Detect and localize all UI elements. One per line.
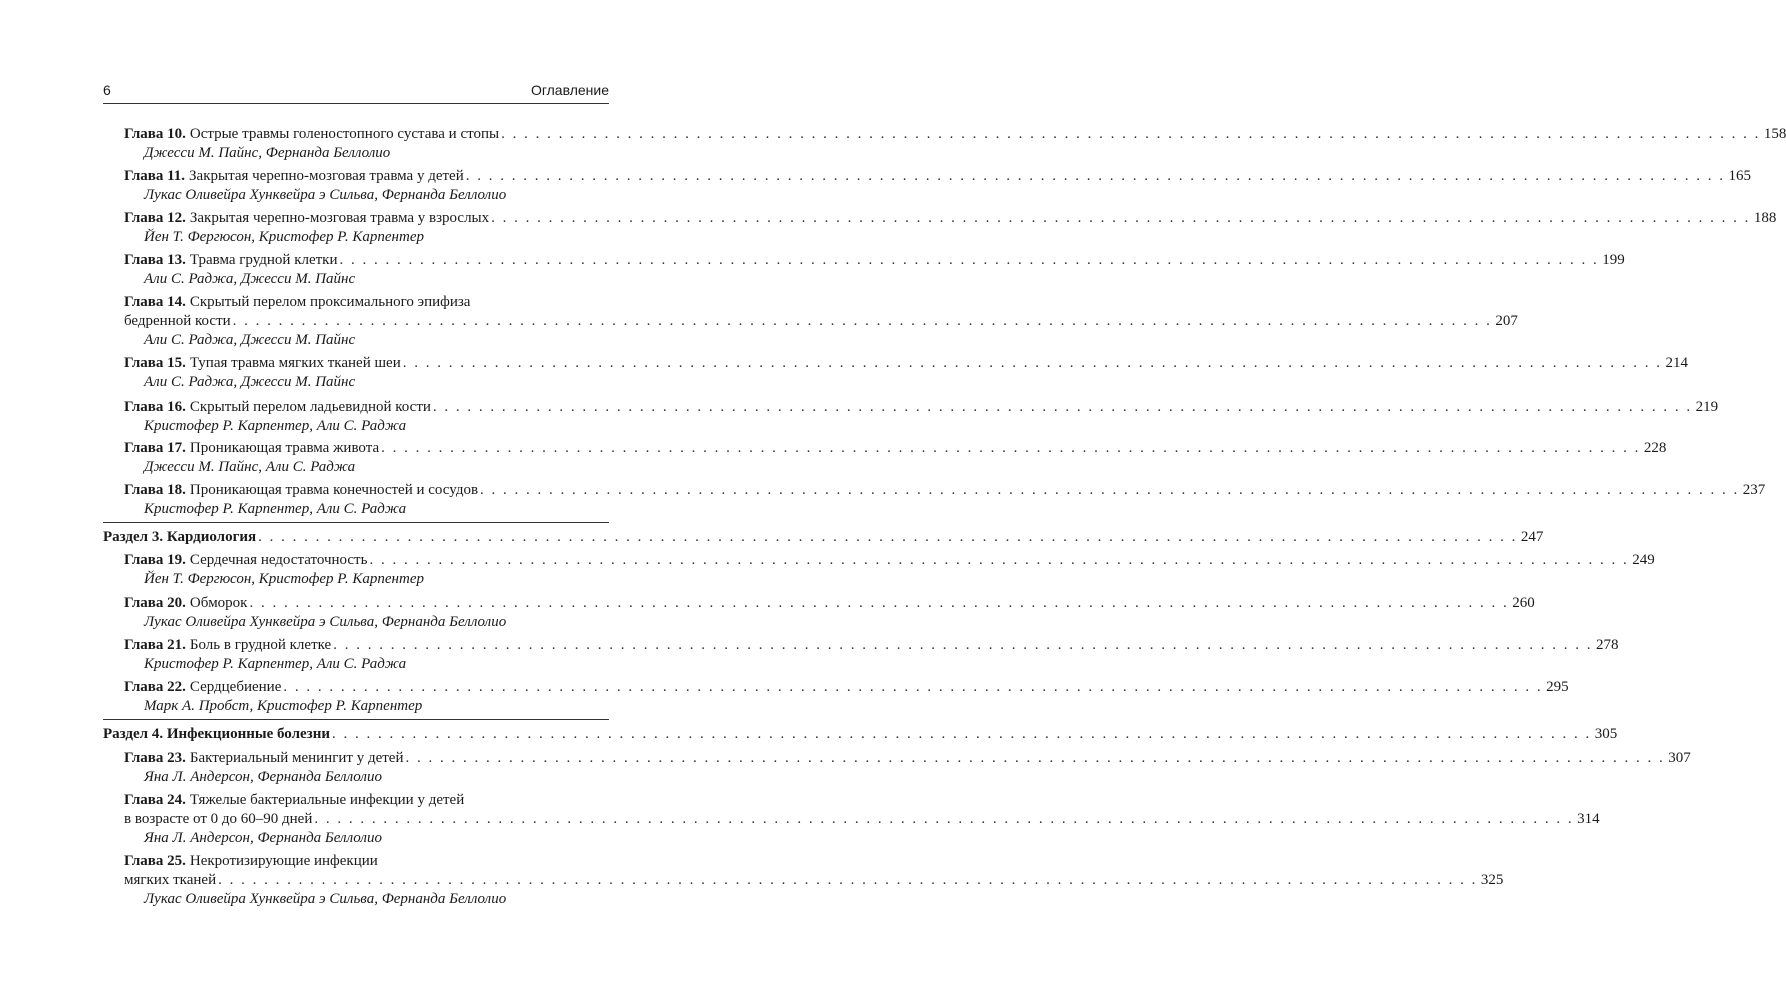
chapter-title-continued: бедренной кости xyxy=(124,313,231,329)
page-ref: 314 xyxy=(1577,811,1600,827)
page-ref: 207 xyxy=(1495,313,1518,329)
dot-leader: . . . . . . . . . . . . . . . . . . . . . . . . . . . . . . . . . . . . . . . . . . . . . . . . . . . . . . . . . . . . . . . . . . . . . . . . . . . . . . . . . . . . . . . . . . . . . . . . . . . . . . . . . . . . . . xyxy=(432,399,1693,415)
chapter-title: Сердечная недостаточность xyxy=(189,552,368,568)
dot-leader: . . . . . . . . . . . . . . . . . . . . . . . . . . . . . . . . . . . . . . . . . . . . . . . . . . . . . . . . . . . . . . . . . . . . . . . . . . . . . . . . . . . . . . . . . . . . . . . . . . . . . . . . . . . . . . xyxy=(405,750,1665,766)
chapter-title: Скрытый перелом ладьевидной кости xyxy=(189,399,431,415)
section-divider xyxy=(103,719,609,720)
chapter-title: Тяжелые бактериальные инфекции у детей xyxy=(189,792,465,808)
page-ref: 219 xyxy=(1695,399,1719,415)
page-ref: 199 xyxy=(1602,252,1625,268)
page-ref: 260 xyxy=(1512,595,1535,611)
dot-leader: . . . . . . . . . . . . . . . . . . . . . . . . . . . . . . . . . . . . . . . . . . . . . . . . . . . . . . . . . . . . . . . . . . . . . . . . . . . . . . . . . . . . . . . . . . . . . . . . . . . . . . . . . . . . . . xyxy=(381,440,1641,456)
section-divider xyxy=(103,522,609,523)
chapter-title: Бактериальный менингит у детей xyxy=(189,750,404,766)
page-number: 6 xyxy=(103,82,111,98)
running-title: Оглавление xyxy=(530,82,609,98)
toc-entry-chapter-14[interactable] xyxy=(124,293,1518,350)
chapter-title: Закрытая черепно-мозговая травма у детей xyxy=(189,168,464,184)
toc-entry-chapter-12[interactable] xyxy=(124,209,1777,247)
toc-entry-chapter-24[interactable] xyxy=(124,791,1600,848)
page-ref: 228 xyxy=(1643,440,1667,456)
chapter-title: Обморок xyxy=(189,595,248,611)
page-ref: 158 xyxy=(1763,126,1786,142)
dot-leader: . . . . . . . . . . . . . . . . . . . . . . . . . . . . . . . . . . . . . . . . . . . . . . . . . . . . . . . . . . . . . . . . . . . . . . . . . . . . . . . . . . . . . . . . . . . . . . . . . . . . . . . . . . . . . . xyxy=(332,726,1592,742)
chapter-authors: Яна Л. Андерсон, Фернанда Беллолио xyxy=(144,830,382,846)
chapter-title: Травма грудной клетки xyxy=(189,252,338,268)
chapter-authors: Йен Т. Фергюсон, Кристофер Р. Карпентер xyxy=(144,229,424,245)
toc-entry-chapter-10[interactable] xyxy=(124,125,1786,163)
dot-leader: . . . . . . . . . . . . . . . . . . . . . . . . . . . . . . . . . . . . . . . . . . . . . . . . . . . . . . . . . . . . . . . . . . . . . . . . . . . . . . . . . . . . . . . . . . . . . . . . . . . . . . . . . . . . . . xyxy=(333,637,1593,653)
chapter-label: Глава 20. xyxy=(124,595,186,611)
page-ref: 165 xyxy=(1728,168,1751,184)
section-label: Раздел 3. Кардиология xyxy=(103,529,257,545)
chapter-authors: Али С. Раджа, Джесси М. Пайнс xyxy=(144,374,356,390)
toc-entry-chapter-23[interactable] xyxy=(124,749,1691,787)
chapter-label: Глава 15. xyxy=(124,355,186,371)
page-ref: 295 xyxy=(1546,679,1569,695)
chapter-title: Острые травмы голеностопного сустава и стопы xyxy=(189,126,500,142)
chapter-label: Глава 14. xyxy=(124,294,186,310)
toc-entry-chapter-17[interactable] xyxy=(124,439,1667,477)
chapter-label: Глава 11. xyxy=(124,168,186,184)
toc-entry-chapter-13[interactable] xyxy=(124,251,1625,289)
toc-entry-chapter-25[interactable] xyxy=(124,852,1504,909)
page-ref: 247 xyxy=(1520,529,1544,545)
chapter-authors: Марк А. Пробст, Кристофер Р. Карпентер xyxy=(144,698,423,714)
header-rule xyxy=(103,103,609,104)
chapter-authors: Али С. Раджа, Джесси М. Пайнс xyxy=(144,271,356,287)
toc-entry-chapter-22[interactable] xyxy=(124,678,1569,716)
dot-leader: . . . . . . . . . . . . . . . . . . . . . . . . . . . . . . . . . . . . . . . . . . . . . . . . . . . . . . . . . . . . . . . . . . . . . . . . . . . . . . . . . . . . . . . . . . . . . . . . . . . . . . . . . . . . . . xyxy=(218,872,1478,888)
toc-entry-chapter-11[interactable] xyxy=(124,167,1751,205)
chapter-label: Глава 16. xyxy=(124,399,186,415)
chapter-title-continued: мягких тканей xyxy=(124,872,217,888)
dot-leader: . . . . . . . . . . . . . . . . . . . . . . . . . . . . . . . . . . . . . . . . . . . . . . . . . . . . . . . . . . . . . . . . . . . . . . . . . . . . . . . . . . . . . . . . . . . . . . . . . . . . . . . . . . . . . . xyxy=(314,811,1574,827)
page-ref: 305 xyxy=(1594,726,1618,742)
toc-entry-chapter-20[interactable] xyxy=(124,594,1535,632)
running-header xyxy=(103,82,609,102)
chapter-label: Глава 25. xyxy=(124,853,186,869)
chapter-authors: Яна Л. Андерсон, Фернанда Беллолио xyxy=(144,769,382,785)
chapter-authors: Лукас Оливейра Хунквейра э Сильва, Фернанда Беллолио xyxy=(144,891,507,907)
toc-entry-section-3[interactable] xyxy=(103,528,1544,547)
chapter-label: Глава 21. xyxy=(124,637,186,653)
chapter-title: Сердцебиение xyxy=(189,679,282,695)
page-ref: 307 xyxy=(1668,750,1691,766)
dot-leader: . . . . . . . . . . . . . . . . . . . . . . . . . . . . . . . . . . . . . . . . . . . . . . . . . . . . . . . . . . . . . . . . . . . . . . . . . . . . . . . . . . . . . . . . . . . . . . . . . . . . . . . . . . . . . . xyxy=(491,210,1751,226)
chapter-authors: Али С. Раджа, Джесси М. Пайнс xyxy=(144,332,356,348)
chapter-title-continued: в возрасте от 0 до 60–90 дней xyxy=(124,811,313,827)
toc-entry-chapter-16[interactable] xyxy=(124,398,1719,436)
dot-leader: . . . . . . . . . . . . . . . . . . . . . . . . . . . . . . . . . . . . . . . . . . . . . . . . . . . . . . . . . . . . . . . . . . . . . . . . . . . . . . . . . . . . . . . . . . . . . . . . . . . . . . . . . . . . . . xyxy=(258,529,1518,545)
chapter-title: Проникающая травма конечностей и сосудов xyxy=(189,482,479,498)
dot-leader: . . . . . . . . . . . . . . . . . . . . . . . . . . . . . . . . . . . . . . . . . . . . . . . . . . . . . . . . . . . . . . . . . . . . . . . . . . . . . . . . . . . . . . . . . . . . . . . . . . . . . . . . . . . . . . xyxy=(402,355,1662,371)
chapter-title: Проникающая травма живота xyxy=(189,440,380,456)
dot-leader: . . . . . . . . . . . . . . . . . . . . . . . . . . . . . . . . . . . . . . . . . . . . . . . . . . . . . . . . . . . . . . . . . . . . . . . . . . . . . . . . . . . . . . . . . . . . . . . . . . . . . . . . . . . . . . xyxy=(480,482,1740,498)
chapter-authors: Йен Т. Фергюсон, Кристофер Р. Карпентер xyxy=(144,571,424,587)
toc-entry-section-4[interactable] xyxy=(103,725,1618,744)
chapter-authors: Джесси М. Пайнс, Али С. Раджа xyxy=(144,459,356,475)
chapter-label: Глава 10. xyxy=(124,126,186,142)
page-ref: 188 xyxy=(1753,210,1777,226)
chapter-authors: Кристофер Р. Карпентер, Али С. Раджа xyxy=(144,656,407,672)
page-ref: 278 xyxy=(1595,637,1619,653)
chapter-label: Глава 24. xyxy=(124,792,186,808)
dot-leader: . . . . . . . . . . . . . . . . . . . . . . . . . . . . . . . . . . . . . . . . . . . . . . . . . . . . . . . . . . . . . . . . . . . . . . . . . . . . . . . . . . . . . . . . . . . . . . . . . . . . . . . . . . . . . . xyxy=(249,595,1509,611)
chapter-label: Глава 19. xyxy=(124,552,186,568)
dot-leader: . . . . . . . . . . . . . . . . . . . . . . . . . . . . . . . . . . . . . . . . . . . . . . . . . . . . . . . . . . . . . . . . . . . . . . . . . . . . . . . . . . . . . . . . . . . . . . . . . . . . . . . . . . . . . . xyxy=(339,252,1599,268)
chapter-label: Глава 18. xyxy=(124,482,186,498)
chapter-authors: Лукас Оливейра Хунквейра э Сильва, Фернанда Беллолио xyxy=(144,614,507,630)
chapter-label: Глава 13. xyxy=(124,252,186,268)
page-ref: 325 xyxy=(1480,872,1504,888)
page-ref: 237 xyxy=(1742,482,1766,498)
toc-entry-chapter-15[interactable] xyxy=(124,354,1688,392)
chapter-title: Скрытый перелом проксимального эпифиза xyxy=(189,294,471,310)
dot-leader: . . . . . . . . . . . . . . . . . . . . . . . . . . . . . . . . . . . . . . . . . . . . . . . . . . . . . . . . . . . . . . . . . . . . . . . . . . . . . . . . . . . . . . . . . . . . . . . . . . . . . . . . . . . . . . xyxy=(283,679,1543,695)
chapter-authors: Лукас Оливейра Хунквейра э Сильва, Фернанда Беллолио xyxy=(144,187,507,203)
chapter-label: Глава 22. xyxy=(124,679,186,695)
chapter-title: Тупая травма мягких тканей шеи xyxy=(189,355,401,371)
chapter-title: Боль в грудной клетке xyxy=(189,637,332,653)
dot-leader: . . . . . . . . . . . . . . . . . . . . . . . . . . . . . . . . . . . . . . . . . . . . . . . . . . . . . . . . . . . . . . . . . . . . . . . . . . . . . . . . . . . . . . . . . . . . . . . . . . . . . . . . . . . . . . xyxy=(232,313,1492,329)
page-ref: 249 xyxy=(1632,552,1655,568)
dot-leader: . . . . . . . . . . . . . . . . . . . . . . . . . . . . . . . . . . . . . . . . . . . . . . . . . . . . . . . . . . . . . . . . . . . . . . . . . . . . . . . . . . . . . . . . . . . . . . . . . . . . . . . . . . . . . . xyxy=(501,126,1761,142)
page-ref: 214 xyxy=(1665,355,1688,371)
chapter-label: Глава 12. xyxy=(124,210,186,226)
dot-leader: . . . . . . . . . . . . . . . . . . . . . . . . . . . . . . . . . . . . . . . . . . . . . . . . . . . . . . . . . . . . . . . . . . . . . . . . . . . . . . . . . . . . . . . . . . . . . . . . . . . . . . . . . . . . . . xyxy=(369,552,1629,568)
chapter-title: Закрытая черепно-мозговая травма у взрослых xyxy=(189,210,490,226)
chapter-label: Глава 23. xyxy=(124,750,186,766)
chapter-title: Некротизирующие инфекции xyxy=(189,853,378,869)
toc-entry-chapter-18[interactable] xyxy=(124,481,1766,519)
section-label: Раздел 4. Инфекционные болезни xyxy=(103,726,330,742)
chapter-authors: Джесси М. Пайнс, Фернанда Беллолио xyxy=(144,145,391,161)
chapter-label: Глава 17. xyxy=(124,440,186,456)
chapter-authors: Кристофер Р. Карпентер, Али С. Раджа xyxy=(144,418,407,434)
toc-entry-chapter-21[interactable] xyxy=(124,636,1619,674)
chapter-authors: Кристофер Р. Карпентер, Али С. Раджа xyxy=(144,501,407,517)
dot-leader: . . . . . . . . . . . . . . . . . . . . . . . . . . . . . . . . . . . . . . . . . . . . . . . . . . . . . . . . . . . . . . . . . . . . . . . . . . . . . . . . . . . . . . . . . . . . . . . . . . . . . . . . . . . . . . xyxy=(465,168,1725,184)
toc-entry-chapter-19[interactable] xyxy=(124,551,1655,589)
